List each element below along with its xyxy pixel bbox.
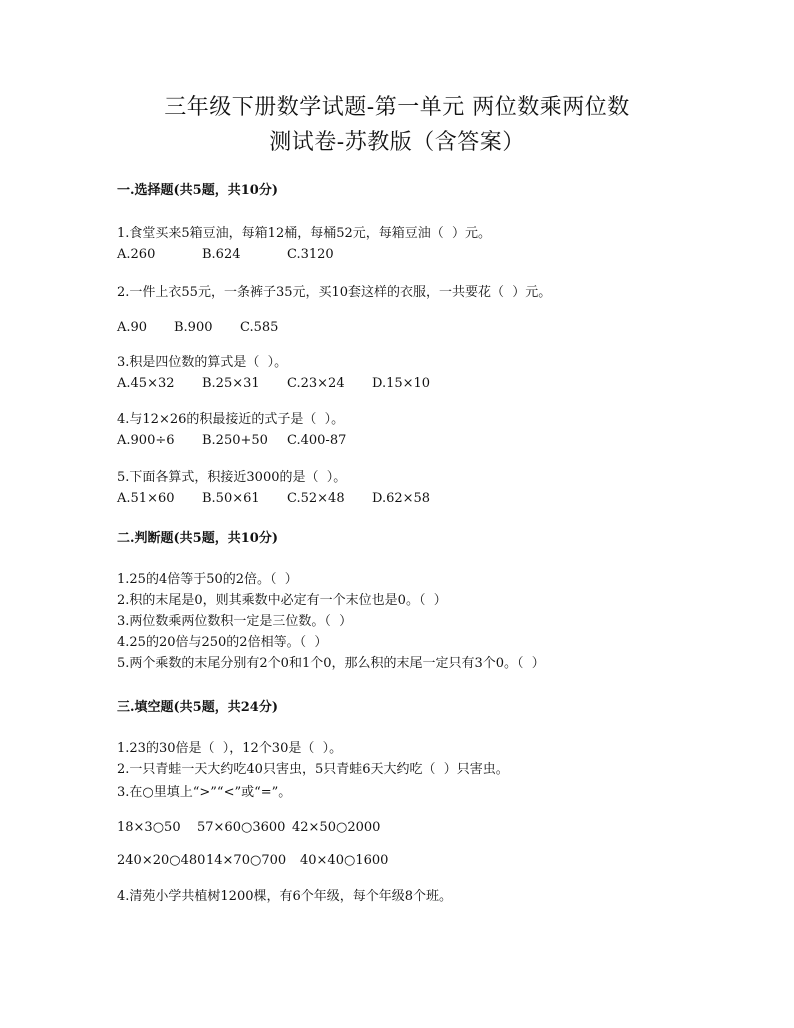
answer-options [117, 246, 334, 264]
comparison-item: 57×60○3600 [197, 820, 286, 835]
question-text: 4.与12×26的积最接近的式子是（ ）。 [117, 412, 345, 427]
document-title-line-1: 三年级下册数学试题-第一单元 两位数乘两位数 [164, 95, 630, 120]
option-b: B.250+50 [202, 433, 268, 448]
option-c: C.52×48 [287, 491, 345, 506]
question-text: 3.积是四位数的算式是（ ）。 [117, 355, 288, 370]
option-c: C.400-87 [287, 433, 347, 448]
question-text: 2.积的末尾是0，则其乘数中必定有一个末位也是0。（ ） [117, 593, 447, 608]
answer-options [117, 490, 431, 508]
answer-options [117, 432, 347, 450]
answer-options [117, 375, 431, 393]
option-b: B.624 [202, 247, 241, 262]
option-d: D.15×10 [372, 376, 431, 391]
option-c: C.585 [240, 320, 279, 335]
question-text: 2.一只青蛙一天大约吃40只害虫，5只青蛙6天大约吃（ ）只害虫。 [117, 762, 509, 777]
question-text: 1.食堂买来5箱豆油，每箱12桶，每桶52元，每箱豆油（ ）元。 [117, 226, 492, 241]
comparison-row [117, 852, 389, 870]
option-a: A.51×60 [117, 491, 175, 506]
question-text: 3.在○里填上“>”“<”或“=”。 [117, 785, 292, 800]
document-title-line-2: 测试卷-苏教版（含答案） [269, 130, 525, 155]
question-text: 3.两位数乘两位数积一定是三位数。（ ） [117, 614, 353, 629]
option-d: D.62×58 [372, 491, 431, 506]
question-text: 4.25的20倍与250的2倍相等。（ ） [117, 635, 328, 650]
question-text: 5.两个乘数的末尾分别有2个0和1个0，那么积的末尾一定只有3个0。（ ） [117, 656, 545, 671]
answer-options [117, 319, 279, 337]
comparison-item: 40×40○1600 [300, 853, 389, 868]
comparison-item: 42×50○2000 [292, 820, 381, 835]
option-b: B.25×31 [202, 376, 260, 391]
option-a: A.90 [117, 320, 148, 335]
option-a: A.900÷6 [117, 433, 175, 448]
question-text: 5.下面各算式，积接近3000的是（ ）。 [117, 470, 347, 485]
option-c: C.23×24 [287, 376, 345, 391]
question-text: 4.清苑小学共植树1200棵，有6个年级，每个年级8个班。 [117, 889, 453, 904]
option-b: B.50×61 [202, 491, 260, 506]
question-text: 1.25的4倍等于50的2倍。（ ） [117, 572, 298, 587]
section-heading-multiple-choice: 一.选择题(共5题，共10分) [117, 183, 278, 198]
question-text: 1.23的30倍是（ ），12个30是（ ）。 [117, 741, 343, 756]
option-a: A.260 [117, 247, 156, 262]
comparison-item: 240×20○480 [117, 853, 206, 868]
section-heading-true-false: 二.判断题(共5题，共10分) [117, 531, 278, 546]
comparison-item: 14×70○700 [206, 853, 287, 868]
question-text: 2.一件上衣55元，一条裤子35元，买10套这样的衣服，一共要花（ ）元。 [117, 285, 552, 300]
option-a: A.45×32 [117, 376, 175, 391]
comparison-item: 18×3○50 [117, 820, 181, 835]
section-heading-fill-in: 三.填空题(共5题，共24分) [117, 700, 278, 715]
option-b: B.900 [174, 320, 213, 335]
comparison-row [117, 819, 381, 837]
option-c: C.3120 [287, 247, 334, 262]
